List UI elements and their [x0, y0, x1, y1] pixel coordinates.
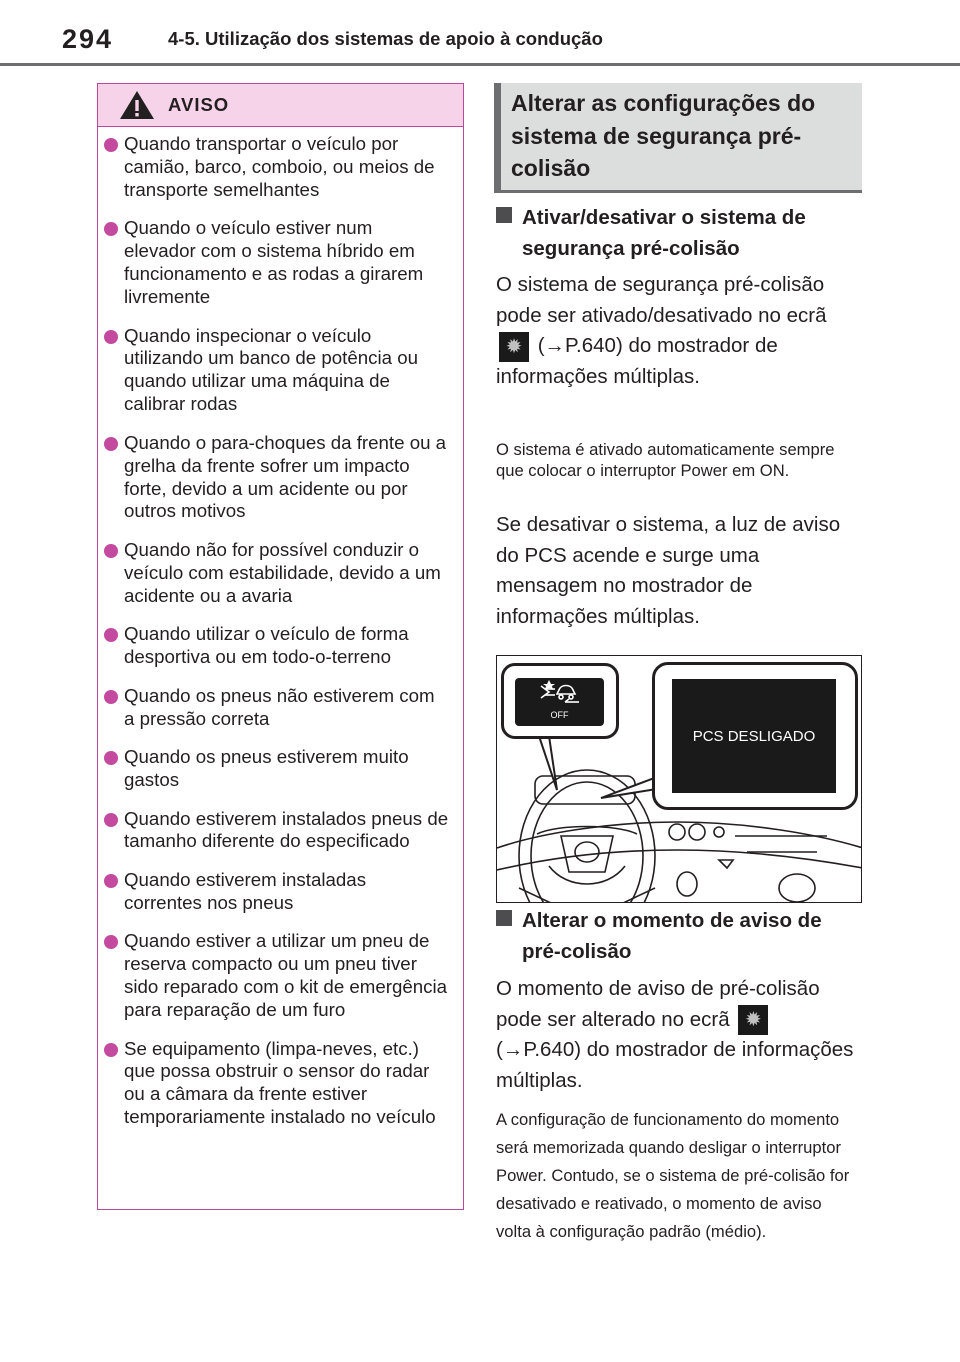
display-message: PCS DESLIGADO: [692, 728, 816, 745]
list-item: [104, 623, 449, 669]
list-item-text: Quando o para-choques da frente ou a grelha da frente sofrer um impacto forte, devido a um acidente ou por outros motivos: [124, 431, 447, 522]
list-item-text: Quando não for possível conduzir o veículo com estabilidade, devido a um acidente ou a avaria: [124, 538, 441, 606]
warning-box: [97, 83, 464, 1210]
list-item: [104, 217, 449, 309]
paragraph-pcs-warning-light: Se desativar o sistema, a luz de aviso do PCS acende e surge uma mensagem no mostrador de informações múltiplas.: [496, 513, 841, 629]
note-timing-memory: A configuração de funcionamento do momento será memorizada quando desligar o interruptor Power. Contudo, se o sistema de pré-colisão for desativado e reativado, o momento de aviso volta à configuração padrão (médio).: [496, 1110, 850, 1242]
display-message-callout: [652, 662, 858, 810]
pcs-off-label: OFF: [550, 710, 569, 720]
list-item: [104, 930, 449, 1022]
bullet-icon: [104, 1043, 118, 1057]
list-item-text: Quando os pneus não estiverem com a pressão correta: [124, 684, 435, 729]
bullet-icon: [104, 935, 118, 949]
subsection-heading-toggle: [496, 202, 861, 264]
list-item: [104, 1038, 449, 1130]
section-title: Alterar as configurações do sistema de segurança pré-colisão: [511, 90, 816, 181]
list-item: [104, 325, 449, 417]
paragraph-text: (→P.640) do mostrador de informações múltiplas.: [496, 334, 778, 389]
bullet-icon: [104, 690, 118, 704]
list-item-text: Quando estiverem instalados pneus de tamanho diferente do especificado: [124, 807, 449, 852]
bullet-icon: [104, 751, 118, 765]
list-item-text: Quando transportar o veículo por camião, barco, comboio, ou meios de transporte semelhantes: [124, 133, 435, 200]
subsection-heading-timing: [496, 905, 861, 967]
section-heading-box: [494, 83, 862, 193]
list-item: [104, 746, 449, 792]
multi-info-display: [672, 679, 836, 793]
bullet-icon: [104, 222, 118, 236]
header-divider: [0, 63, 960, 66]
list-item: [104, 432, 449, 524]
bullet-icon: [104, 330, 118, 344]
paragraph-toggle-instructions: [496, 270, 861, 393]
list-item: [104, 869, 449, 915]
bullet-icon: [104, 813, 118, 827]
section-heading-bar: [494, 83, 501, 190]
page-number: 294: [62, 24, 114, 54]
warning-triangle-icon: [118, 89, 156, 121]
paragraph-text: O sistema de segurança pré-colisão pode ser ativado/desativado no ecrã: [496, 273, 827, 327]
list-item-text: Quando estiver a utilizar um pneu de reserva compacto ou um pneu tiver sido reparado com o kit de emergência para reparação de um furo: [124, 930, 448, 1021]
list-item-text: Quando os pneus estiverem muito gastos: [124, 746, 409, 790]
page-header: [0, 0, 960, 68]
pcs-off-icon-callout: [501, 663, 619, 739]
warning-header: [98, 84, 463, 127]
chapter-title: 4-5. Utilização dos sistemas de apoio à condução: [168, 28, 603, 49]
paragraph-text: O momento de aviso de pré-colisão pode ser alterado no ecrã: [496, 977, 820, 1031]
settings-gear-icon: ✹: [738, 1005, 768, 1035]
list-item: [104, 808, 449, 854]
bullet-icon: [104, 628, 118, 642]
bullet-icon: [104, 437, 118, 451]
bullet-icon: [104, 138, 118, 152]
warning-title: AVISO: [168, 94, 230, 115]
list-item: [104, 685, 449, 731]
settings-gear-icon: ✹: [499, 332, 529, 362]
paragraph-text: (→P.640) do mostrador de informações múltiplas.: [496, 1038, 854, 1093]
warning-list: [98, 127, 463, 1129]
pcs-off-icon: [515, 678, 604, 708]
square-bullet-icon: [496, 910, 512, 926]
list-item-text: Quando estiverem instaladas correntes nos pneus: [124, 868, 367, 913]
list-item: [104, 133, 449, 202]
subsection-title: Alterar o momento de aviso de pré-colisão: [522, 909, 822, 963]
list-item-text: Quando inspecionar o veículo utilizando um banco de potência ou quando utilizar uma máquina de calibrar rodas: [124, 324, 419, 415]
bullet-icon: [104, 874, 118, 888]
pcs-off-indicator: [515, 678, 604, 726]
subsection-title: Ativar/desativar o sistema de segurança pré-colisão: [522, 206, 806, 260]
note-auto-activation: O sistema é ativado automaticamente sempre que colocar o interruptor Power em ON.: [496, 440, 835, 480]
list-item-text: Quando o veículo estiver num elevador com o sistema híbrido em funcionamento e as rodas a girarem livremente: [124, 217, 424, 308]
square-bullet-icon: [496, 207, 512, 223]
list-item: [104, 539, 449, 608]
paragraph-timing-instructions: [496, 974, 861, 1097]
bullet-icon: [104, 544, 118, 558]
list-item-text: Se equipamento (limpa-neves, etc.) que possa obstruir o sensor do radar ou a câmara da frente estiver temporariamente instalado no veículo: [124, 1037, 436, 1128]
list-item-text: Quando utilizar o veículo de forma desportiva ou em todo-o-terreno: [124, 623, 409, 668]
